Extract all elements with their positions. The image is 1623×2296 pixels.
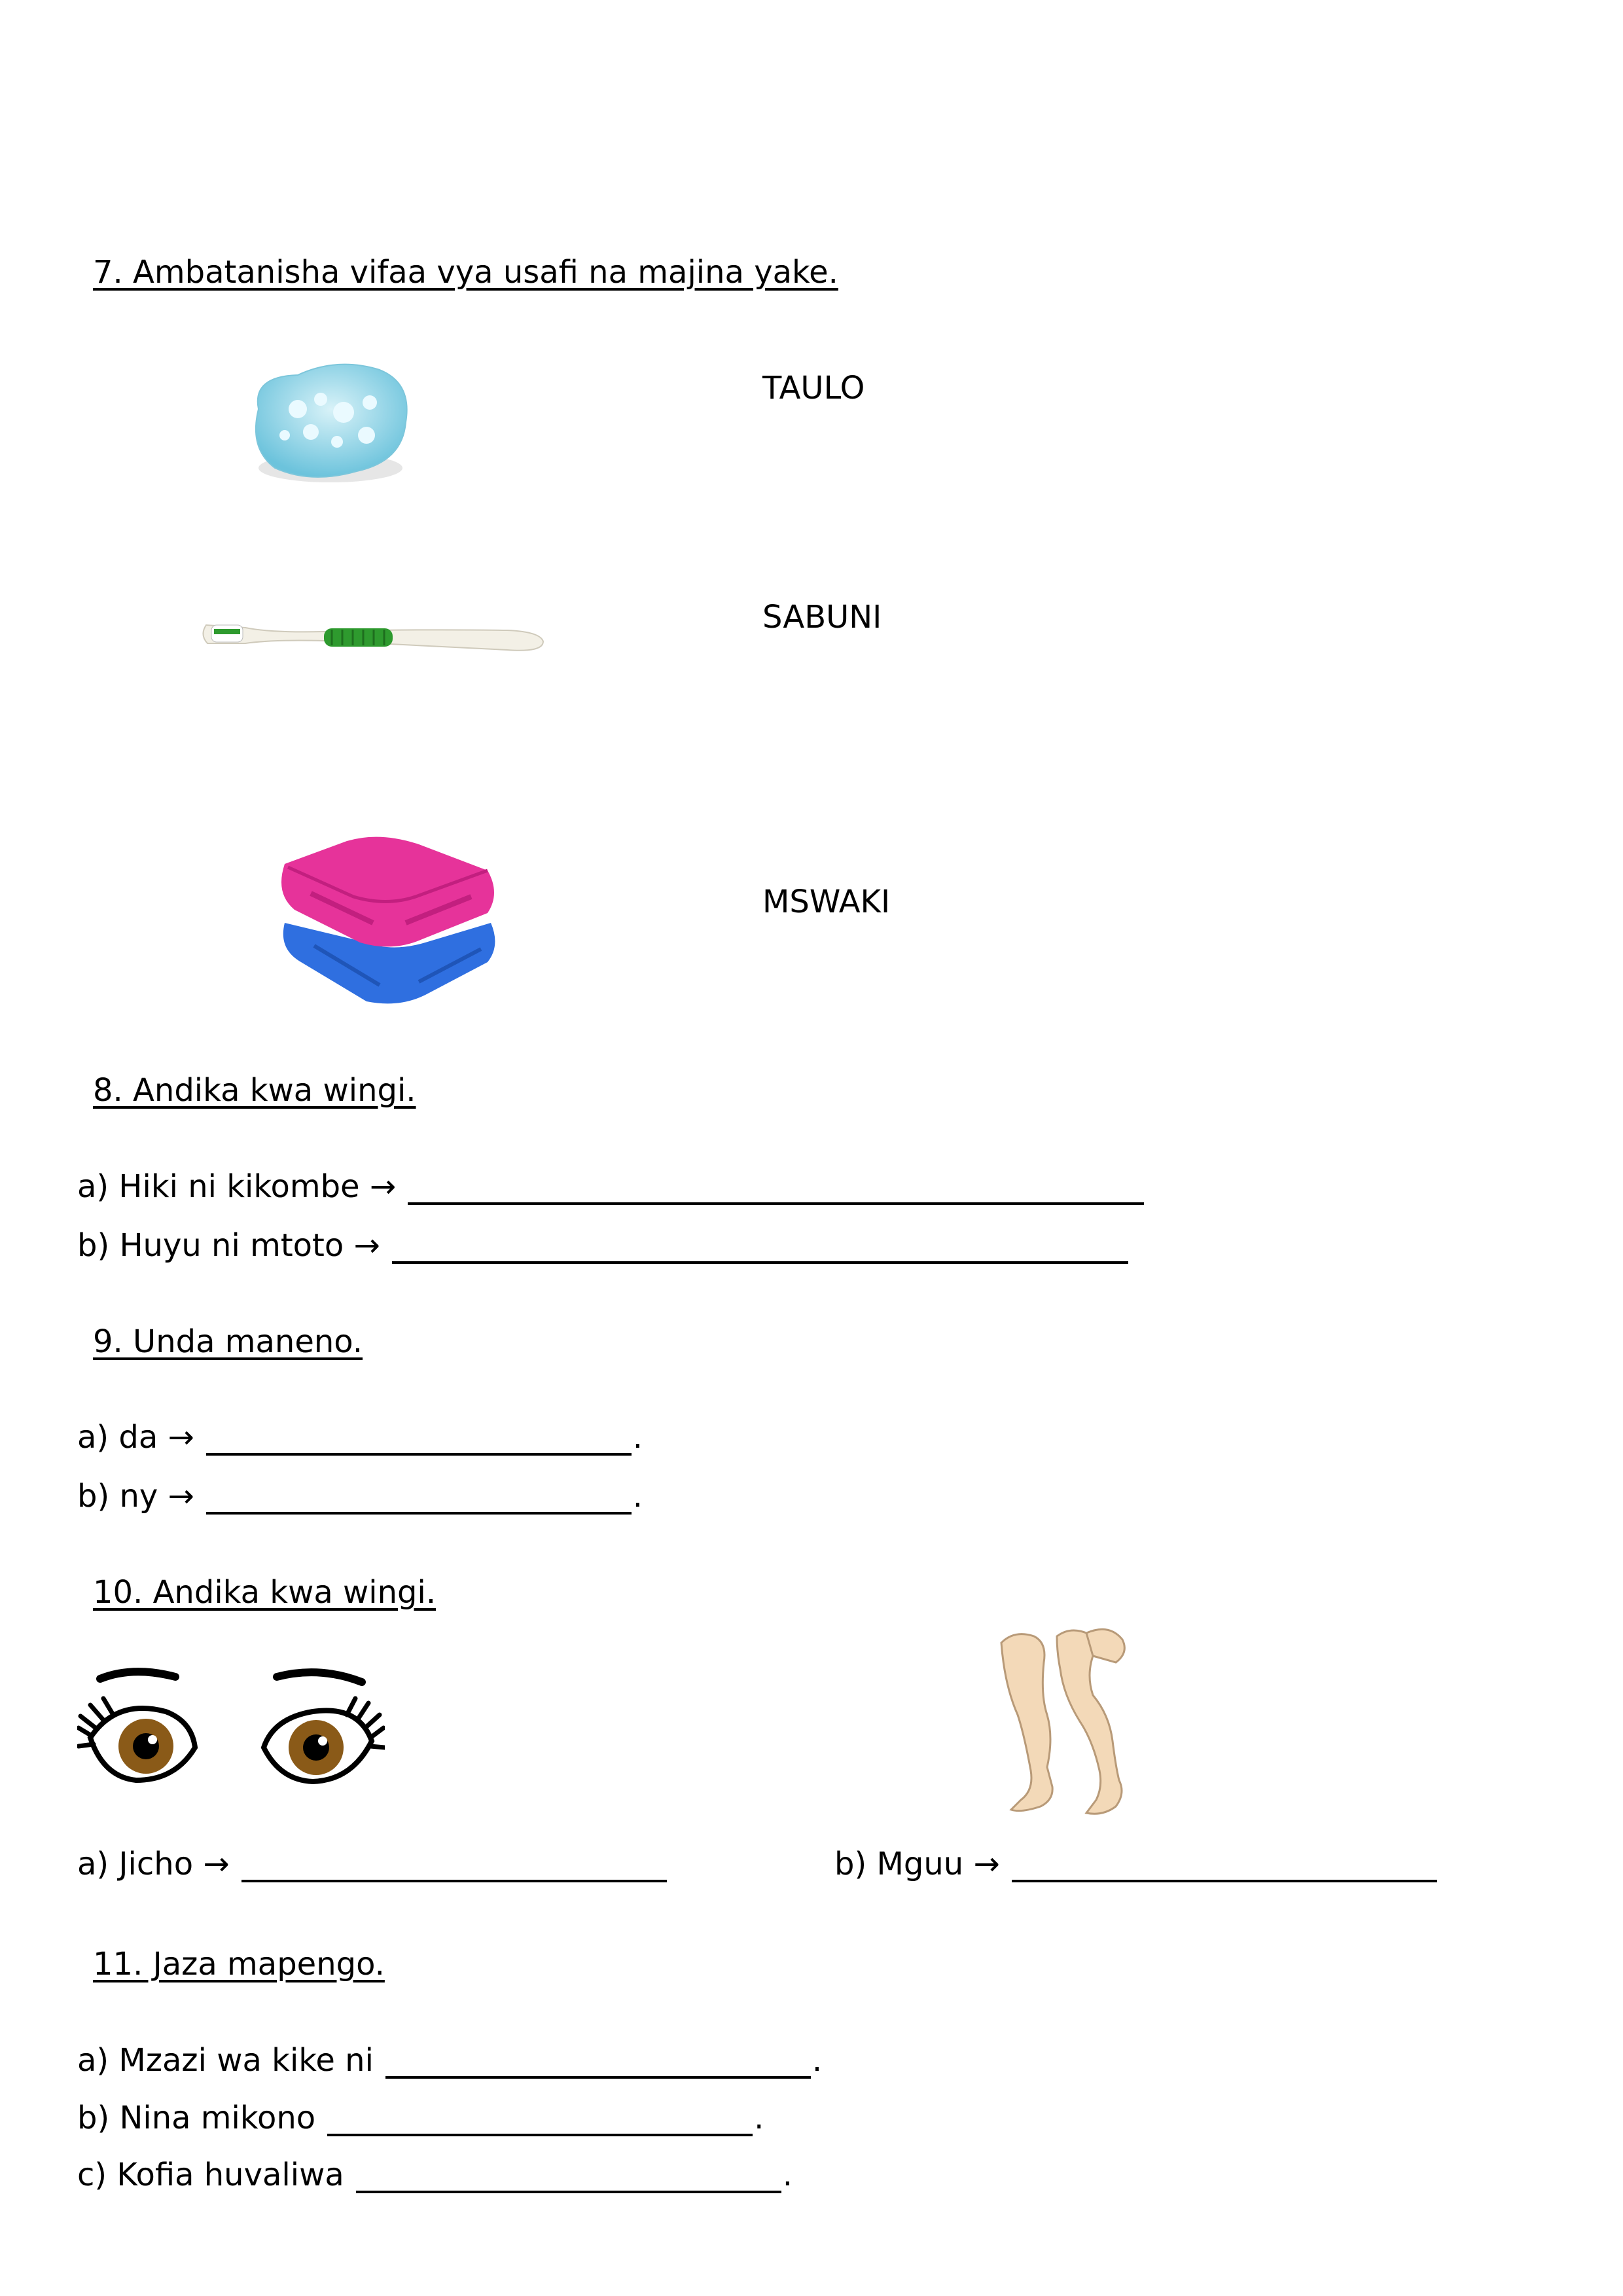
legs-icon: [995, 1623, 1152, 1820]
q9-item-a-period: .: [632, 1419, 643, 1456]
q11-item-a-period: .: [812, 2042, 823, 2079]
q11-item-b-period: .: [754, 2100, 764, 2136]
q8-item-a-text: a) Hiki ni kikombe →: [77, 1168, 397, 1205]
q11-answer-a-blank[interactable]: [385, 2050, 811, 2079]
q7-heading: 7. Ambatanisha vifaa vya usafi na majina yake.: [93, 254, 838, 291]
q11-item-a: [77, 2042, 822, 2079]
q11-answer-c-blank[interactable]: [356, 2164, 781, 2193]
q9-heading: 9. Unda maneno.: [93, 1323, 363, 1360]
word-sabuni: SABUNI: [762, 599, 882, 636]
q10-item-a-text: a) Jicho →: [77, 1846, 230, 1882]
q9-item-b-text: b) ny →: [77, 1478, 194, 1515]
soap-icon: [239, 350, 416, 497]
q8-item-b-text: b) Huyu ni mtoto →: [77, 1227, 380, 1264]
q10-heading: 10. Andika kwa wingi.: [93, 1574, 437, 1611]
q8-answer-b-blank[interactable]: [392, 1235, 1128, 1264]
q9-item-b-period: .: [632, 1478, 643, 1515]
q9-item-a: [77, 1419, 643, 1456]
q8-item-a: [77, 1168, 1144, 1205]
q10-item-b-text: b) Mguu →: [834, 1846, 1000, 1882]
q11-item-c: [77, 2157, 793, 2193]
q11-item-c-period: .: [782, 2157, 793, 2193]
q9-answer-b-blank[interactable]: [206, 1486, 632, 1515]
q10-item-b: [834, 1846, 1437, 1882]
q10-answer-b-blank[interactable]: [1012, 1854, 1437, 1882]
q11-heading: 11. Jaza mapengo.: [93, 1946, 385, 1982]
q11-item-b: [77, 2100, 764, 2136]
q9-item-b: [77, 1478, 643, 1515]
q11-answer-b-blank[interactable]: [327, 2108, 753, 2136]
towel-icon: [275, 831, 501, 1008]
eyes-icon: [77, 1662, 385, 1806]
q8-answer-a-blank[interactable]: [408, 1176, 1144, 1205]
q11-item-b-text: b) Nina mikono: [77, 2100, 316, 2136]
q8-item-b: [77, 1227, 1128, 1264]
q9-answer-a-blank[interactable]: [206, 1427, 632, 1456]
word-mswaki: MSWAKI: [762, 884, 891, 920]
q11-item-a-text: a) Mzazi wa kike ni: [77, 2042, 374, 2079]
word-taulo: TAULO: [762, 370, 865, 406]
q11-item-c-text: c) Kofia huvaliwa: [77, 2157, 344, 2193]
q9-item-a-text: a) da →: [77, 1419, 194, 1456]
q10-answer-a-blank[interactable]: [241, 1854, 667, 1882]
toothbrush-icon: [193, 605, 546, 664]
q8-heading: 8. Andika kwa wingi.: [93, 1072, 416, 1109]
q10-item-a: [77, 1846, 667, 1882]
